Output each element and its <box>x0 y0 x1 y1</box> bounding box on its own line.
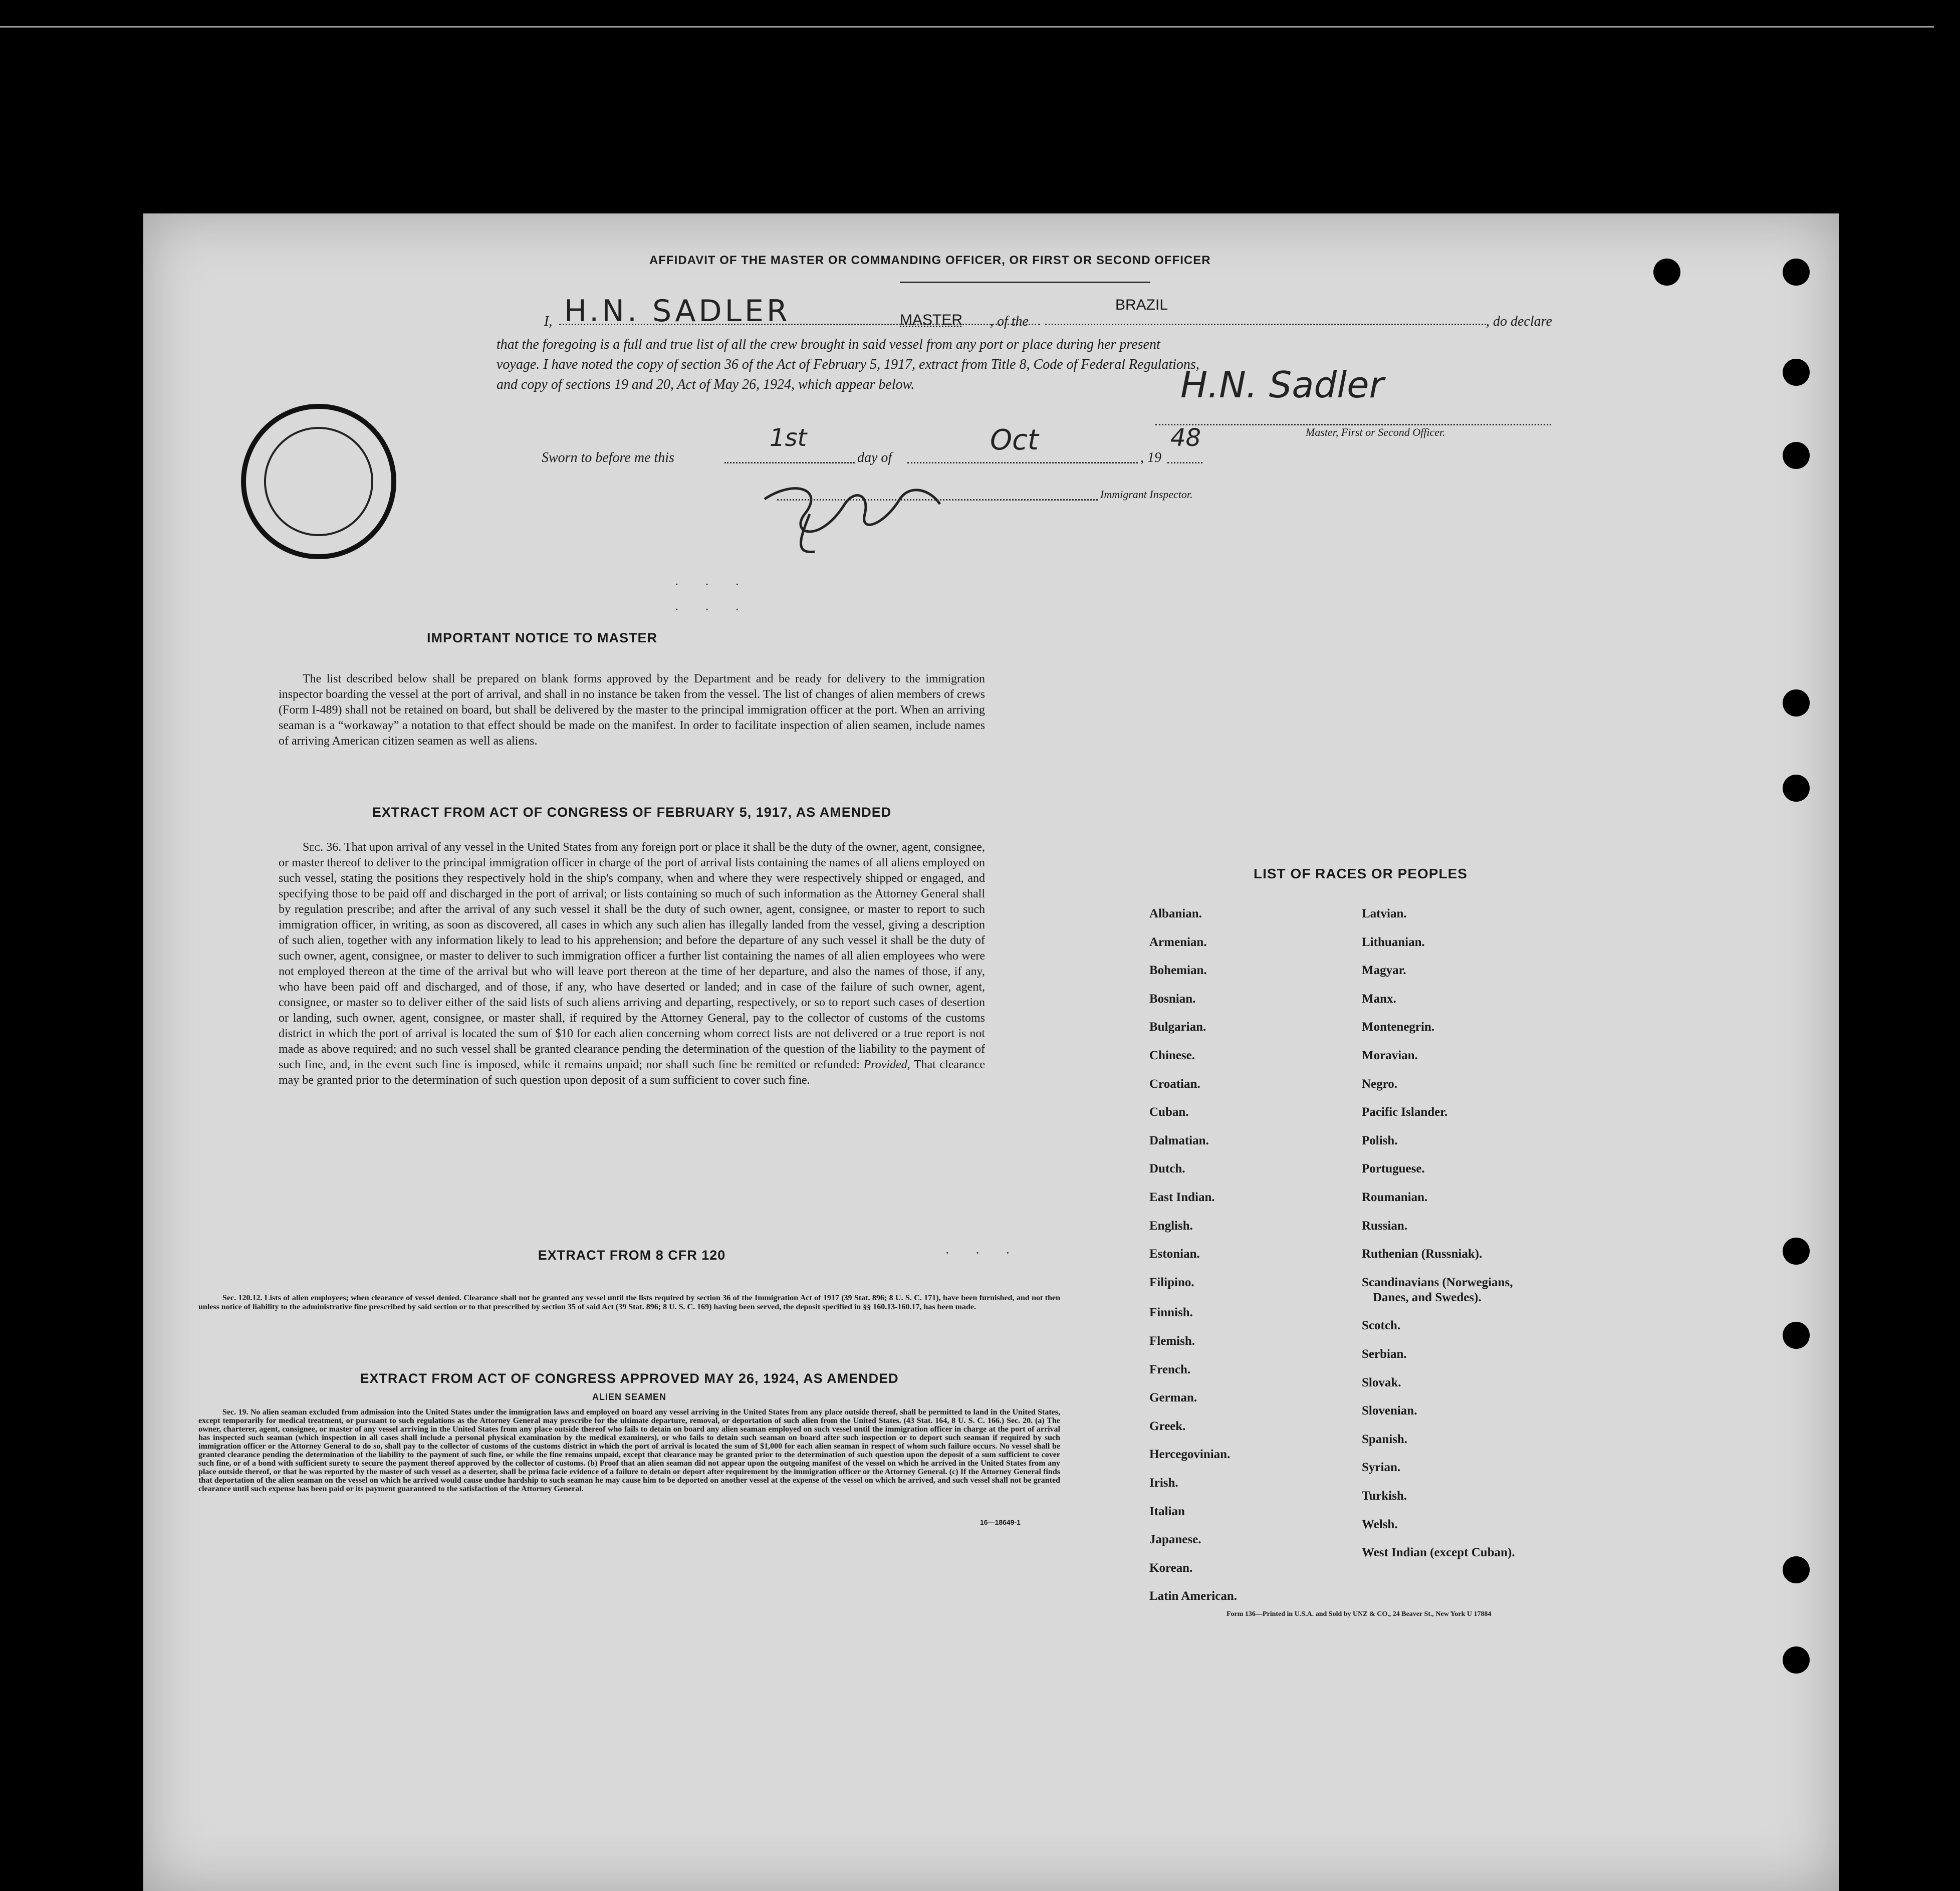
race-item: East Indian. <box>1149 1191 1215 1204</box>
race-item: Spanish. <box>1362 1432 1408 1446</box>
year-prefix: , 19 <box>1140 450 1161 465</box>
race-item: French. <box>1149 1362 1191 1376</box>
punch-hole <box>1783 1556 1810 1583</box>
master-name: H.N. SADLER <box>564 294 791 329</box>
punch-hole <box>1783 259 1810 286</box>
punch-hole <box>1783 1646 1810 1674</box>
race-item: Greek. <box>1149 1419 1186 1433</box>
scan-dots: · · · <box>674 577 751 593</box>
cfr-text: Sec. 120.12. Lists of alien employees; when clearance of vessel denied. Clearance shall not be granted any vessel until the lists required by section 36 of the Immigration Act of 1917 (39 Stat. 896; 8 U. S. C. 171), have been furnished, and not then unless notice of liability to the administrative fine prescribed by said section or to that prescribed by section 35 of said Act (39 Stat. 896; 8 U. S. C. 169) having been served, the deposit specified in §§ 160.13-160.17, has been made. <box>198 1294 1060 1311</box>
inspector-signature <box>750 469 960 559</box>
extract-1924-subtitle: ALIEN SEAMEN <box>592 1392 666 1402</box>
race-item: Moravian. <box>1362 1049 1418 1062</box>
scan-dots: · · · <box>674 602 751 618</box>
race-item: Syrian. <box>1362 1461 1401 1475</box>
race-item: Slovak. <box>1362 1375 1401 1389</box>
sworn-day: 1st <box>770 424 807 452</box>
race-item: Cuban. <box>1149 1105 1189 1119</box>
race-item: Portuguese. <box>1362 1162 1425 1176</box>
race-item: Albanian. <box>1149 907 1202 920</box>
punch-hole <box>1783 689 1810 717</box>
day-of-label: day of <box>857 450 892 465</box>
race-item: Hercegovinian. <box>1149 1448 1231 1462</box>
race-item: Magyar. <box>1362 964 1406 978</box>
race-item: Dalmatian. <box>1149 1133 1209 1147</box>
race-item: Irish. <box>1149 1476 1178 1490</box>
race-item: Chinese. <box>1149 1049 1195 1062</box>
affidavit-title: AFFIDAVIT OF THE MASTER OR COMMANDING OFFICER, OR FIRST OR SECOND OFFICER <box>649 254 1211 267</box>
race-item: Serbian. <box>1362 1347 1407 1361</box>
vessel-name: BRAZIL <box>1115 297 1168 313</box>
race-item: Manx. <box>1362 992 1396 1006</box>
i-prefix: I, <box>544 314 553 329</box>
races-title: LIST OF RACES OR PEOPLES <box>1254 866 1467 881</box>
race-item: Slovenian. <box>1362 1404 1417 1418</box>
sworn-year-line <box>1167 462 1202 463</box>
inspector-signature-line <box>777 499 1098 501</box>
race-item: Welsh. <box>1362 1517 1398 1531</box>
race-item: Italian <box>1149 1504 1185 1518</box>
race-item: Bohemian. <box>1149 964 1207 978</box>
form-footer: Form 136—Printed in U.S.A. and Sold by UNZ & CO., 24 Beaver St., New York U 17884 <box>1227 1610 1492 1618</box>
race-item: Estonian. <box>1149 1247 1200 1261</box>
of-the-label: , of the <box>990 314 1029 329</box>
scan-dots: · · · <box>945 1246 1021 1261</box>
punch-hole <box>1783 442 1810 469</box>
punch-hole <box>1653 259 1680 286</box>
race-item: Finnish. <box>1149 1306 1193 1320</box>
do-declare-label: , do declare <box>1486 314 1552 329</box>
race-item: Latin American. <box>1149 1589 1237 1603</box>
punch-hole <box>1783 1238 1810 1265</box>
race-item: Lithuanian. <box>1362 935 1425 949</box>
master-caption: Master, First or Second Officer. <box>1306 426 1445 438</box>
race-item: Japanese. <box>1149 1533 1201 1547</box>
immigration-stamp <box>241 404 396 559</box>
master-signature-line <box>1155 424 1551 425</box>
notice-title: IMPORTANT NOTICE TO MASTER <box>427 630 657 645</box>
race-item: Scandinavians (Norwegians, <box>1362 1275 1513 1289</box>
cfr-title: EXTRACT FROM 8 CFR 120 <box>538 1248 726 1263</box>
extract-1917-title: EXTRACT FROM ACT OF CONGRESS OF FEBRUARY 5, 1917, AS AMENDED <box>372 805 892 820</box>
race-item: Croatian. <box>1149 1077 1200 1091</box>
race-item: Armenian. <box>1149 935 1207 949</box>
race-item: Negro. <box>1362 1077 1398 1091</box>
affidavit-text: that the foregoing is a full and true list of all the crew brought in said vessel from any port or place during her present voyage. I have noted the copy of section 36 of the Act of February 5, 1917, extract from Title 8, Code of Federal Regulations, and copy of sections 19 and 20, Act of May 26, 1924, which appear below. <box>497 337 1199 392</box>
race-item: Bosnian. <box>1149 992 1196 1006</box>
punch-hole <box>1783 1322 1810 1349</box>
race-item: Russian. <box>1362 1219 1408 1233</box>
race-item: Roumanian. <box>1362 1191 1428 1204</box>
sworn-month: Oct <box>990 424 1039 456</box>
sworn-year: 48 <box>1170 424 1201 452</box>
sworn-day-line <box>724 462 855 463</box>
race-item: Polish. <box>1362 1133 1398 1147</box>
sworn-month-line <box>907 462 1138 463</box>
scan-top-line <box>0 26 1934 28</box>
master-signature: H.N. Sadler <box>1180 364 1384 406</box>
race-item: Danes, and Swedes). <box>1373 1290 1482 1304</box>
notice-text: The list described below shall be prepared on blank forms approved by the Department and be ready for delivery to the immigration inspector boarding the vessel at the port of arrival, and shall in no instance be taken from the vessel. The list of changes of alien members of crews (Form I-489) shall not be retained on board, but shall be delivered by the master to the principal immigration officer at the port. When an arriving seaman is a “workaway” a notation to that effect should be made on the manifest. In order to facilitate inspection of alien seamen, include names of arriving American citizen seamen as well as aliens. <box>279 672 985 748</box>
extract-1924-title: EXTRACT FROM ACT OF CONGRESS APPROVED MAY 26, 1924, AS AMENDED <box>360 1371 899 1386</box>
inspector-caption: Immigrant Inspector. <box>1100 488 1193 501</box>
race-item: German. <box>1149 1391 1197 1405</box>
race-item: West Indian (except Cuban). <box>1362 1546 1515 1560</box>
sworn-label: Sworn to before me this <box>542 450 674 465</box>
title-rule <box>900 282 1150 283</box>
race-item: English. <box>1149 1219 1193 1233</box>
race-item: Pacific Islander. <box>1362 1105 1448 1119</box>
race-item: Montenegrin. <box>1362 1020 1435 1034</box>
race-item: Ruthenian (Russniak). <box>1362 1247 1483 1261</box>
race-item: Turkish. <box>1362 1489 1407 1503</box>
race-item: Filipino. <box>1149 1275 1194 1289</box>
stamp-inner-ring <box>264 427 373 536</box>
race-item: Flemish. <box>1149 1334 1195 1348</box>
form-code: 16—18649-1 <box>980 1518 1021 1526</box>
race-item: Korean. <box>1149 1561 1193 1575</box>
master-rank: MASTER <box>900 312 963 328</box>
vessel-line <box>1045 324 1486 325</box>
race-item: Scotch. <box>1362 1319 1401 1333</box>
race-item: Bulgarian. <box>1149 1020 1206 1034</box>
punch-hole <box>1783 359 1810 386</box>
extract-1924-text: Sec. 19. No alien seaman excluded from admission into the United States under the immigration laws and employed on board any vessel arriving in the United States from any place outside thereof, shall be permitted to land in the United States, except temporarily for medical treatment, or pursuant to such regulations as the Attorney General may prescribe for the ultimate departure, removal, or deportation of such alien from the United States. (43 Stat. 164, 8 U. S. C. 166.) Sec. 20. (a) The owner, charterer, agent, consignee, or master of any vessel arriving in the United States from any place outside thereof who fails to detain on board any alien seaman employed on such vessel until the immigration officer in charge at the port of arrival has inspected such seaman (which inspection in all cases shall include a personal physical examination by the medical examiners), or who fails to detain such seaman on board after such inspection or to deport such seaman if required by such immigration officer or the Attorney General to do so, shall pay to the collector of customs of the customs district in which the port of arrival is located the sum of $1,000 for each alien seaman in respect of whom such failure occurs. No vessel shall be granted clearance pending the determination of the liability to the payment of such fine, or while the fine remains unpaid, except that clearance may be granted prior to the determination of such question upon the deposit of a sum sufficient to cover such fine, or of a bond with sufficient surety to secure the payment thereof approved by the collector of customs. (b) Proof that an alien seaman did not appear upon the outgoing manifest of the vessel on which he arrived in the United States from any place outside thereof, or that he was reported by the master of such vessel as a deserter, shall be prima facie evidence of a failure to detain or deport after requirement by the immigration officer or the Attorney General. (c) If the Attorney General finds that deportation of the alien seaman on the vessel on which he arrived would cause undue hardship to such seaman he may cause him to be deported on another vessel at the expense of the vessel on which he arrived, and such vessel shall not be granted clearance until such expense has been paid or its payment guaranteed to the satisfaction of the Attorney General. <box>198 1408 1060 1493</box>
race-item: Dutch. <box>1149 1162 1185 1176</box>
extract-1917-text: Sec. 36. That upon arrival of any vessel in the United States from any foreign port or place it shall be the duty of the owner, agent, consignee, or master thereof to deliver to the principal immigration officer in charge of the port of arrival lists containing the names of all aliens employed on such vessel, stating the positions they respectively hold in the ship's company, when and where they were respectively shipped or engaged, and specifying those to be paid off and discharged in the port of arrival; or lists containing so much of such information as the Attorney General shall by regulation prescribe; and after the arrival of any such vessel it shall be the duty of such owner, agent, consignee, or master to report to such immigration officer, in writing, as soon as discovered, all cases in which any such alien has illegally landed from the vessel, giving a description of such alien, together with any information likely to lead to his apprehension; and before the departure of any such vessel it shall be the duty of such owner, agent, consignee, or master to deliver to such immigration officer a further list containing the names of all alien employees who were not employed thereon at the time of the arrival but who will leave port thereon at the time of her departure, and also the names of those, if any, who have been paid off and discharged, and of those, if any, who have deserted or landed; and in case of the failure of such owner, agent, consignee, or master so to deliver either of the said lists of such aliens arriving and departing, respectively, or so to report such cases of desertion or landing, such owner, agent, consignee, or master shall, if required by the Attorney General, pay to the collector of customs of the customs district in which the port of arrival is located the sum of $10 for each alien concerning whom correct lists are not delivered or a true report is not made as above required; and no such vessel shall be granted clearance pending the determination of the question of the liability to the payment of such fine, and, in the event such fine is imposed, while it remains unpaid; nor shall such fine be remitted or refunded: Provided, That clearance may be granted prior to the determination of such question upon deposit of a sum sufficient to cover such fine. <box>279 841 985 1087</box>
race-item: Latvian. <box>1362 907 1407 920</box>
document-page <box>143 213 1839 1891</box>
punch-hole <box>1783 775 1810 802</box>
